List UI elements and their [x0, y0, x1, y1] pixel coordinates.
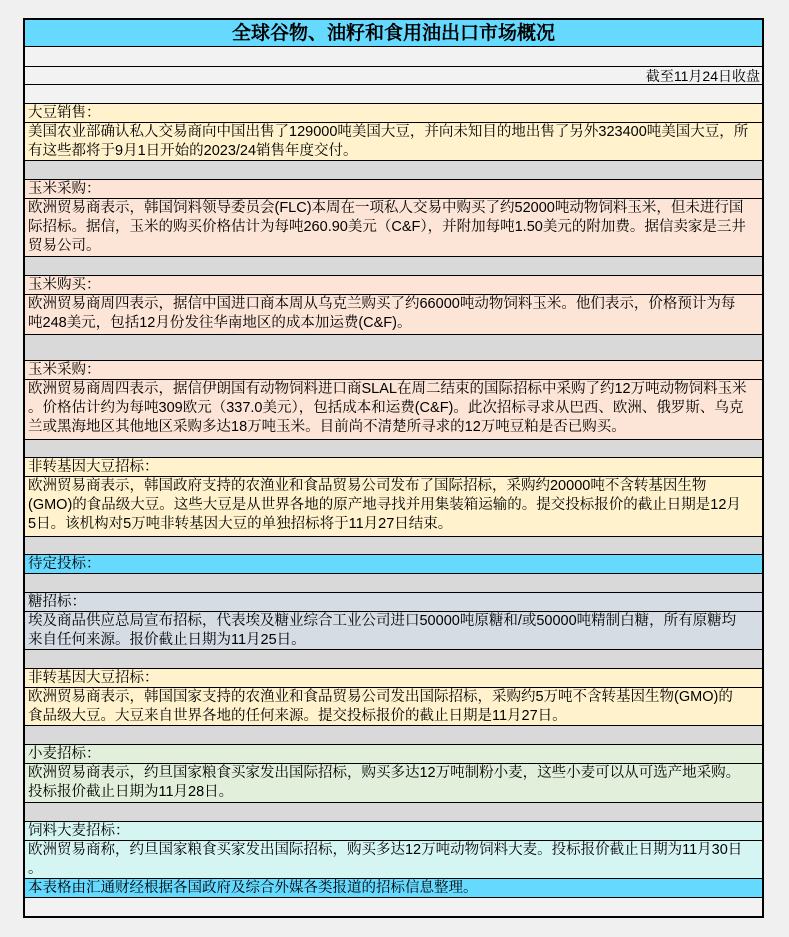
section-title: 非转基因大豆招标：	[28, 459, 159, 475]
section-header-non-gmo-soybean-tender	[25, 458, 762, 477]
body-line: 欧洲贸易商周四表示，据信伊朗国有动物饲料进口商SLAL在周二结束的国际招标中采购了约12万吨动物饲料玉米	[28, 381, 747, 397]
section-title: 玉米采购：	[28, 181, 101, 197]
body-line: 欧洲贸易商表示，约旦国家粮食买家发出国际招标，购买多达12万吨制粉小麦，这些小麦可以从可选产地采购。	[28, 765, 741, 781]
body-line: 5日。该机构对5万吨非转基因大豆的单独招标将于11月27日结束。	[28, 516, 453, 532]
section-header-corn-buy	[25, 276, 762, 295]
pending-tenders-label: 待定投标：	[28, 556, 101, 572]
page-title: 全球谷物、油籽和食用油出口市场概况	[231, 22, 555, 44]
section-body-sugar-tender	[25, 612, 762, 650]
section-body-non-gmo-soybean-tender	[25, 477, 762, 537]
section-header-corn-purchase	[25, 180, 762, 199]
as-of-row	[25, 67, 762, 85]
section-title: 大豆销售：	[28, 105, 101, 121]
table-title-row	[25, 20, 762, 47]
body-line: 欧洲贸易商称，约旦国家粮食买家发出国际招标，购买多达12万吨动物饲料大麦。投标报价截止日期为11月30日	[28, 842, 743, 858]
spacer-row	[25, 335, 762, 361]
body-line: 有这些都将于9月1日开始的2023/24销售年度交付。	[28, 143, 358, 159]
section-body-soybean-sales	[25, 123, 762, 161]
section-title: 非转基因大豆招标：	[28, 670, 159, 686]
body-line: 欧洲贸易商表示，韩国国家支持的农渔业和食品贸易公司发出国际招标，采购约5万吨不含转基因生物(GMO)的	[28, 689, 733, 705]
body-line: 兰或黑海地区其他地区采购多达18万吨玉米。目前尚不清楚所寻求的12万吨豆粕是否已购买。	[28, 419, 626, 435]
body-line: (GMO)的食品级大豆。这些大豆是从世界各地的原产地寻找并用集装箱运输的。提交投标报价的截止日期是12月	[28, 497, 741, 513]
section-title: 饲料大麦招标：	[28, 823, 130, 839]
section-title: 玉米购买：	[28, 277, 101, 293]
section-header-feed-barley-tender	[25, 822, 762, 841]
spacer-row	[25, 650, 762, 669]
spacer-row	[25, 537, 762, 555]
blank-row	[25, 898, 762, 916]
blank-row	[25, 85, 762, 104]
spacer-row	[25, 803, 762, 822]
body-line: 埃及商品供应总局宣布招标，代表埃及糖业综合工业公司进口50000吨原糖和/或50000吨精制白糖，所有原糖均	[28, 613, 737, 629]
section-title: 玉米采购：	[28, 362, 101, 378]
spacer-row	[25, 574, 762, 593]
body-line: 来自任何来源。报价截止日期为11月25日。	[28, 632, 306, 648]
body-line: 贸易公司。	[28, 238, 101, 254]
footer-note: 本表格由汇通财经根据各国政府及综合外媒各类报道的招标信息整理。	[28, 880, 478, 896]
pending-tenders-header	[25, 555, 762, 574]
spacer-row	[25, 726, 762, 745]
section-title: 糖招标：	[28, 594, 86, 610]
body-line: 欧洲贸易商表示，韩国政府支持的农渔业和食品贸易公司发布了国际招标，采购约20000吨不含转基因生物	[28, 478, 707, 494]
section-body-wheat-tender	[25, 764, 762, 803]
footer-note-row	[25, 879, 762, 898]
body-line: 吨248美元，包括12月份发往华南地区的成本加运费(C&F)。	[28, 315, 412, 331]
body-line: 。	[28, 861, 43, 877]
body-line: 际招标。据信，玉米的购买价格估计为每吨260.90美元（C&F），并附加每吨1.50美元的附加费。据信卖家是三井	[28, 219, 746, 235]
section-header-corn-purchase-2	[25, 361, 762, 380]
section-header-wheat-tender	[25, 745, 762, 764]
section-body-feed-barley-tender	[25, 841, 762, 879]
body-line: 欧洲贸易商表示，韩国饲料领导委员会(FLC)本周在一项私人交易中购买了约52000吨动物饲料玉米，但未进行国	[28, 200, 744, 216]
body-line: 。价格估计约为每吨309欧元（337.0美元），包括成本和运费(C&F)。此次招标寻求从巴西、欧洲、俄罗斯、乌克	[28, 400, 744, 416]
section-body-non-gmo-soybean-tender-2	[25, 688, 762, 726]
body-line: 欧洲贸易商周四表示，据信中国进口商本周从乌克兰购买了约66000吨动物饲料玉米。他们表示，价格预计为每	[28, 296, 736, 312]
section-body-corn-purchase	[25, 199, 762, 257]
spacer-row	[25, 257, 762, 276]
spacer-row	[25, 161, 762, 180]
section-body-corn-purchase-2	[25, 380, 762, 440]
body-line: 投标报价截止日期为11月28日。	[28, 784, 234, 800]
section-body-corn-buy	[25, 295, 762, 335]
section-title: 小麦招标：	[28, 746, 101, 762]
section-header-sugar-tender	[25, 593, 762, 612]
section-header-non-gmo-soybean-tender-2	[25, 669, 762, 688]
market-overview-table	[23, 18, 764, 918]
body-line: 食品级大豆。大豆来自世界各地的任何来源。提交投标报价的截止日期是11月27日。	[28, 708, 567, 724]
section-header-soybean-sales	[25, 104, 762, 123]
as-of-date: 截至11月24日收盘	[645, 68, 760, 84]
spacer-row	[25, 440, 762, 458]
body-line: 美国农业部确认私人交易商向中国出售了129000吨美国大豆，并向未知目的地出售了另外323400吨美国大豆，所	[28, 124, 749, 140]
blank-row	[25, 47, 762, 67]
